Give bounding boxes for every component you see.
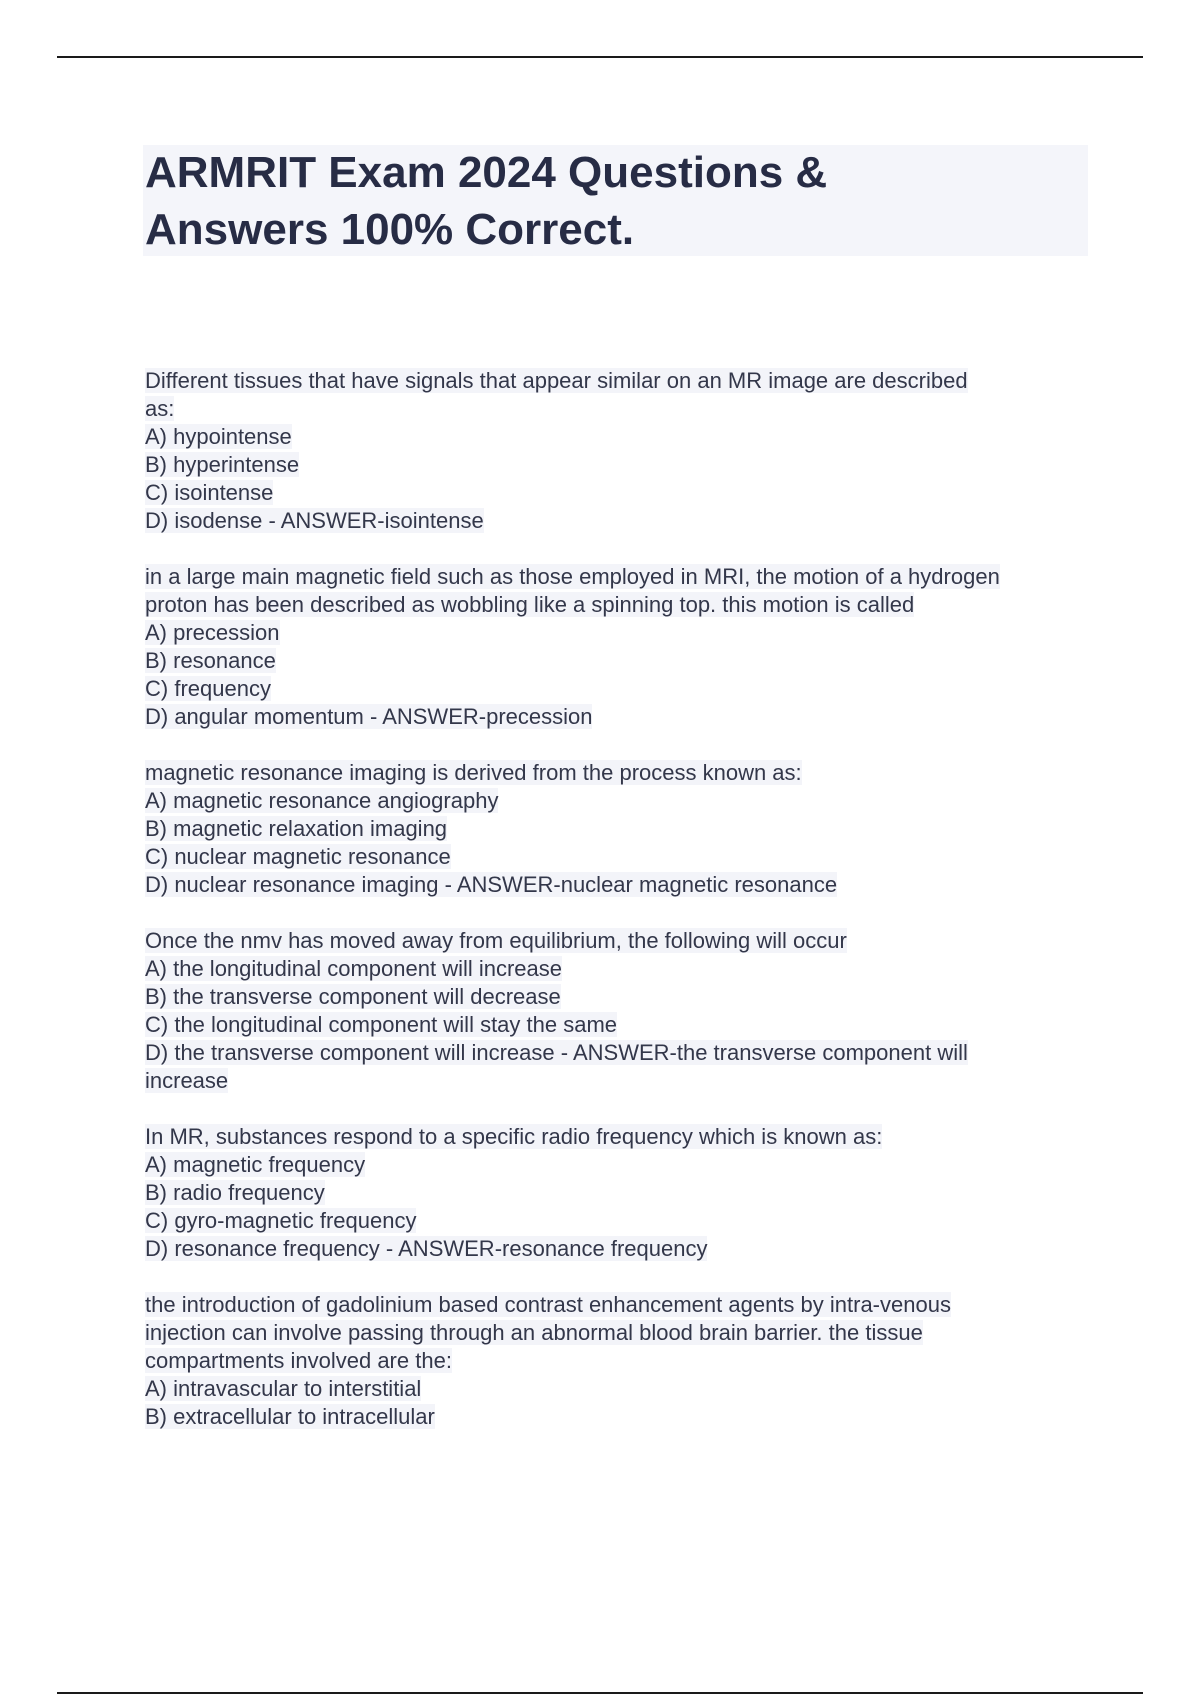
answer-option: C) gyro-magnetic frequency bbox=[145, 1208, 417, 1233]
question-block bbox=[145, 367, 1090, 535]
title-line-1: ARMRIT Exam 2024 Questions & bbox=[145, 148, 828, 197]
question-list bbox=[145, 367, 1090, 1459]
answer-option: C) nuclear magnetic resonance bbox=[145, 844, 451, 869]
question-text: In MR, substances respond to a specific radio frequency which is known as: bbox=[145, 1124, 883, 1149]
question-block bbox=[145, 927, 1090, 1095]
answer-option: A) precession bbox=[145, 620, 280, 645]
answer-option: A) magnetic resonance angiography bbox=[145, 788, 499, 813]
bottom-rule bbox=[57, 1692, 1143, 1694]
answer-option: B) radio frequency bbox=[145, 1180, 325, 1205]
document-title bbox=[145, 144, 945, 258]
answer-option: C) the longitudinal component will stay the same bbox=[145, 1012, 618, 1037]
question-text: as: bbox=[145, 396, 175, 421]
answer-option-with-answer: D) isodense - ANSWER-isointense bbox=[145, 508, 484, 533]
question-text: injection can involve passing through an abnormal blood brain barrier. the tissue bbox=[145, 1320, 923, 1345]
answer-continuation: increase bbox=[145, 1068, 229, 1093]
answer-option-with-answer: D) resonance frequency - ANSWER-resonance frequency bbox=[145, 1236, 708, 1261]
question-block bbox=[145, 1291, 1090, 1431]
question-text: proton has been described as wobbling like a spinning top. this motion is called bbox=[145, 592, 915, 617]
answer-option-with-answer: D) nuclear resonance imaging - ANSWER-nuclear magnetic resonance bbox=[145, 872, 838, 897]
answer-option: A) the longitudinal component will increase bbox=[145, 956, 563, 981]
question-text: the introduction of gadolinium based contrast enhancement agents by intra-venous bbox=[145, 1292, 951, 1317]
answer-option: B) hyperintense bbox=[145, 452, 300, 477]
title-line-2: Answers 100% Correct. bbox=[145, 205, 635, 254]
answer-option: B) extracellular to intracellular bbox=[145, 1404, 435, 1429]
answer-option-with-answer: D) the transverse component will increase - ANSWER-the transverse component will bbox=[145, 1040, 968, 1065]
answer-option: C) frequency bbox=[145, 676, 271, 701]
answer-option: A) magnetic frequency bbox=[145, 1152, 366, 1177]
answer-option: A) intravascular to interstitial bbox=[145, 1376, 422, 1401]
answer-option: A) hypointense bbox=[145, 424, 292, 449]
answer-option: B) magnetic relaxation imaging bbox=[145, 816, 448, 841]
answer-option-with-answer: D) angular momentum - ANSWER-precession bbox=[145, 704, 593, 729]
question-text: magnetic resonance imaging is derived from the process known as: bbox=[145, 760, 802, 785]
question-text: in a large main magnetic field such as those employed in MRI, the motion of a hydrogen bbox=[145, 564, 1000, 589]
answer-option: B) the transverse component will decrease bbox=[145, 984, 561, 1009]
question-text: compartments involved are the: bbox=[145, 1348, 452, 1373]
top-rule bbox=[57, 56, 1143, 58]
answer-option: B) resonance bbox=[145, 648, 276, 673]
question-block bbox=[145, 563, 1090, 731]
question-block bbox=[145, 759, 1090, 899]
answer-option: C) isointense bbox=[145, 480, 274, 505]
question-text: Different tissues that have signals that appear similar on an MR image are described bbox=[145, 368, 968, 393]
question-block bbox=[145, 1123, 1090, 1263]
question-text: Once the nmv has moved away from equilibrium, the following will occur bbox=[145, 928, 847, 953]
